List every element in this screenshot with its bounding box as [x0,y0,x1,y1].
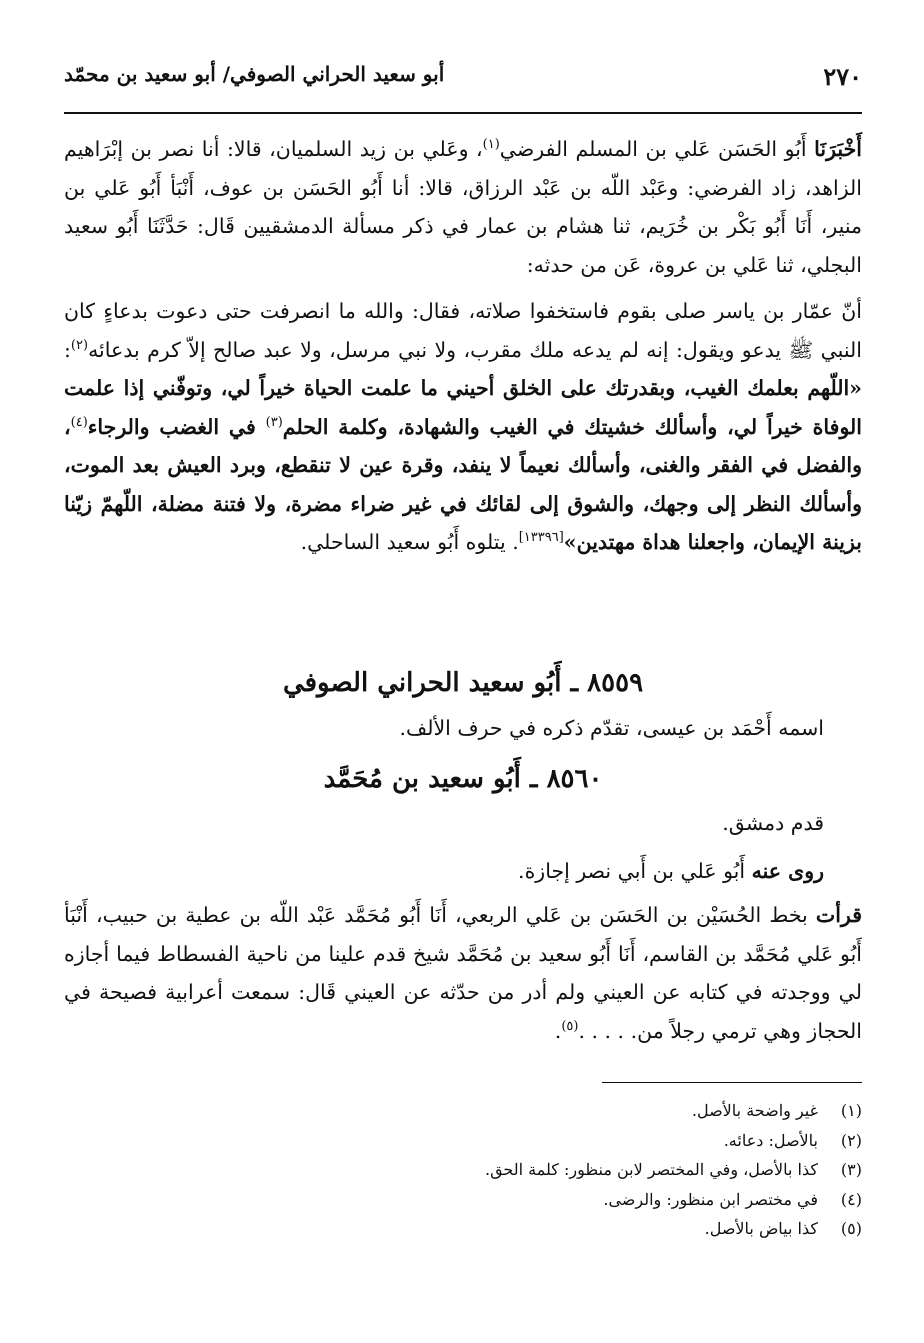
footnote-ref-4: (٤) [70,414,88,430]
entry-text: اسمه أَحْمَد بن عيسى، تقدّم ذكره في حرف الألف. [399,716,824,740]
dua-text: «اللّهم بعلمك الغيب، وبقدرتك على الخلق أحيني ما علمت الحياة خيراً لي، وتوفّني إذا علمت الوفاة خيراً لي، وأسألك خشيتك في الغيب والشهادة، وكلمة الحلم [64,376,862,439]
text-span: : [64,337,71,362]
main-text-2 [64,896,862,1050]
running-title: أبو سعيد الحراني الصوفي/ أبو سعيد بن محمّد [64,62,445,86]
footnote-text: غير واضحة بالأصل. [691,1101,818,1120]
footnote-text: كذا بالأصل، وفي المختصر لابن منظور: كلمة الحق. [484,1160,818,1179]
paragraph-hadith [64,292,862,562]
footnote-rule [602,1082,862,1083]
text-span: . يتلوه أَبُو سعيد الساحلي. [300,530,519,554]
entry-text: قدم دمشق. [722,811,824,835]
page-number: ٢٧٠ [823,62,862,91]
footnote-number: (٢) [840,1130,862,1150]
lead-word: أَخْبَرَنَا [814,137,862,161]
footnote-item [82,1185,862,1215]
page-header [64,58,862,106]
lead-word: قرأت [815,903,862,927]
text-span: ، وعَلي بن زيد السلميان، قالا: أنا نصر بن إبْرَاهيم الزاهد، زاد الفرضي: وعَبْد اللّه بن عَبْد الرزاق، قالا: أنا أَبُو الحَسَن بن عوف، أَنْبَأ أَبُو عَلي بن منير، أَنَا أَبُو بَكْر بن خُرَيم، ثنا هشام بن عمار في ذكر مسألة الدمشقيين قَال: حَدَّثَنَا أَبُو سعيد البجلي، ثنا عَلي بن عروة، عَن من حدثه: [64,137,862,277]
footnotes [82,1096,862,1244]
dua-text: ، والفضل في الفقر والغنى، وأسألك نعيماً لا ينفد، وقرة عين لا تنقطع، وبرد العيش بعد الموت، وأسألك النظر إلى وجهك، والشوق إلى لقائك في غير ضراء مضرة، ولا فتنة مضلة، اللّهمّ زيّنا بزينة الإيمان، واجعلنا هداة مهتدين» [64,414,862,554]
footnote-number: (٣) [840,1160,862,1179]
footnote-number: (٥) [840,1219,862,1238]
text-span: بخط الحُسَيْن بن الحَسَن بن عَلي الربعي، أَنَا أَبُو مُحَمَّد عَبْد اللّه بن عطية بن حبيب، أَنْبَأ أَبُو عَلي مُحَمَّد بن القاسم، أَنَا أَبُو سعيد بن مُحَمَّد شيخ قدم علينا من ناحية الفسطاط فيما أجازه لي ووجدته في كتابه عن العيني ولم أدر من حدّثه عن العيني قَال: سمعت أعرابية فصيحة في الحجاز وهي ترمي رجلاً من. . . . . [64,903,862,1043]
header-rule [64,112,862,114]
main-text [64,130,862,562]
footnote-ref-5: (٥) [561,1018,579,1034]
text-span: . [554,1018,562,1043]
lead-word: روى عنه [751,859,824,883]
footnote-text: في مختصر ابن منظور: والرضى. [603,1189,818,1209]
footnote-item [82,1214,862,1244]
footnote-number: (٤) [840,1189,862,1209]
footnote-item [82,1096,862,1126]
entry-heading-8559: ٨٥٥٩ ـ أَبُو سعيد الحراني الصوفي [282,668,644,698]
footnote-ref-1: (١) [482,137,500,153]
footnote-number: (١) [840,1101,862,1120]
entry-heading-8560: ٨٥٦٠ ـ أَبُو سعيد بن مُحَمَّد [323,764,603,794]
paragraph-isnad [64,130,862,284]
dua-text: في الغضب والرجاء [87,414,266,439]
footnote-text: كذا بياض بالأصل. [704,1219,818,1238]
footnote-text: بالأصل: دعائه. [723,1130,818,1150]
hadith-number: [١٣٣٩٦] [518,530,564,546]
text-span: أنّ عمّار بن ياسر صلى بقوم فاستخفوا صلاته، فقال: والله ما انصرفت حتى دعوت بدعاءٍ كان النبي ﷺ يدعو ويقول: إنه لم يدعه ملك مقرب، ولا نبي مرسل، ولا عبد صالح إلاّ كرم بدعائه [64,299,862,362]
paragraph-narration [64,896,862,1050]
text-span: أَبُو الحَسَن عَلي بن المسلم الفرضي [499,137,815,161]
footnote-item [82,1155,862,1185]
footnote-item [82,1126,862,1156]
text-span: أَبُو عَلي بن أَبي نصر إجازة. [518,859,752,883]
footnote-ref-2: (٢) [70,337,89,353]
entry-text [64,853,824,889]
footnote-ref-3: (٣) [265,414,283,430]
